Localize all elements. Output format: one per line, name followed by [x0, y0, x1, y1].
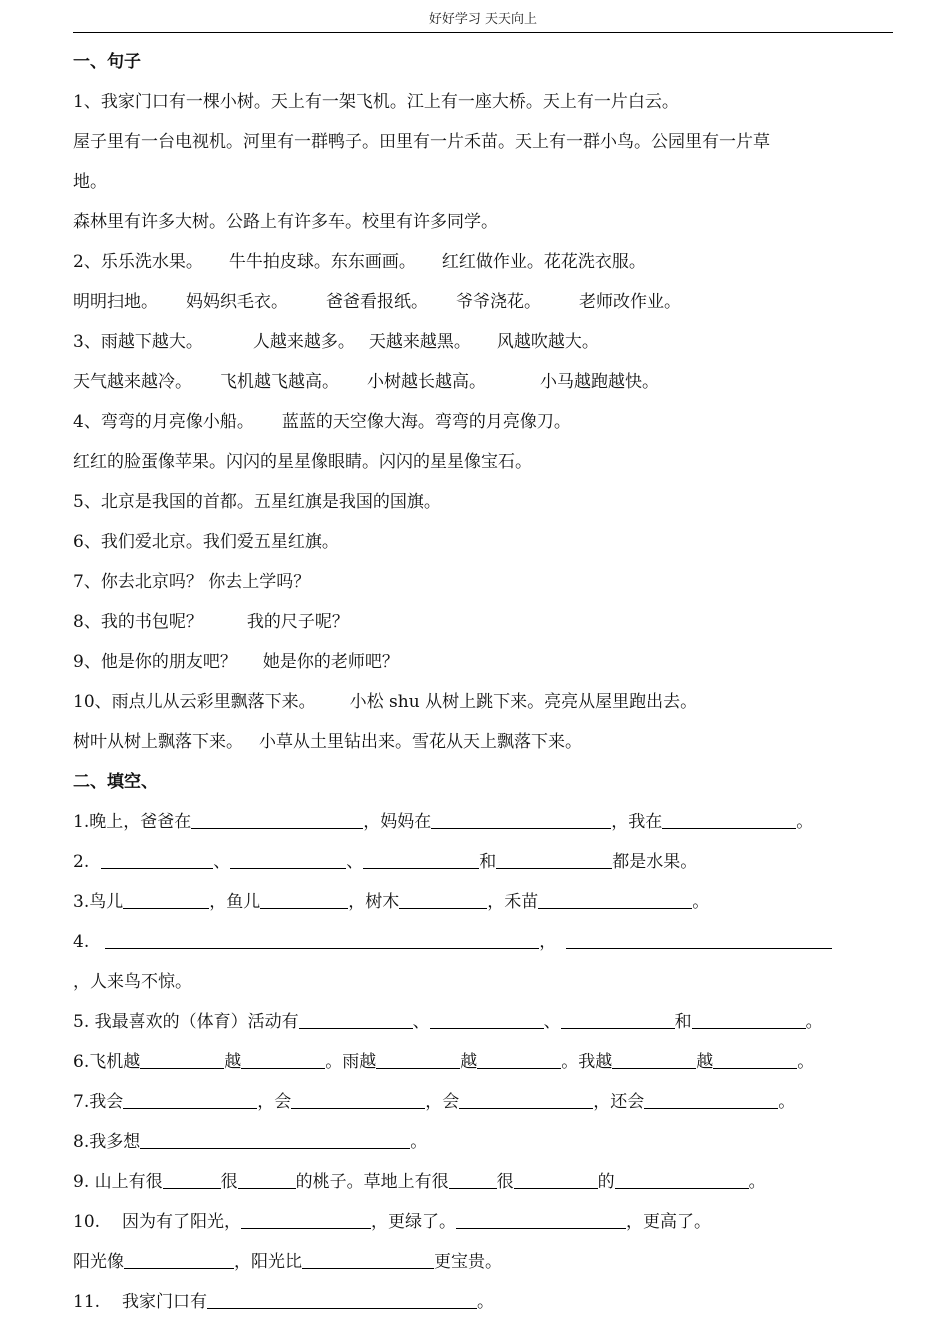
- sentence-text: 天越来越黑。: [368, 332, 471, 352]
- sentence-line: 森林里有许多大树。公路上有许多车。校里有许多同学。: [73, 212, 498, 232]
- answer-blank[interactable]: [238, 1170, 296, 1189]
- question-text: 9. 山上有很: [73, 1172, 163, 1192]
- section-heading-sentences: 一、句子: [73, 52, 141, 72]
- question-text: 11.: [73, 1292, 101, 1312]
- sentence-text: 树叶从树上飘落下来。: [73, 732, 243, 752]
- question-text: 、: [412, 1012, 430, 1032]
- sentence-line: 5、北京是我国的首都。五星红旗是我国的国旗。: [73, 492, 441, 512]
- answer-blank[interactable]: [260, 890, 348, 909]
- sentence-text: 4、弯弯的月亮像小船。: [73, 412, 254, 432]
- question-text: 越: [224, 1052, 242, 1072]
- sentence-text: 爷爷浇花。: [456, 292, 541, 312]
- question-text: 的桃子。草地上有很: [295, 1172, 449, 1192]
- question-text: 1.晚上，爸爸在: [73, 812, 192, 832]
- question-text: ，更高了。: [626, 1212, 712, 1232]
- sentence-line: [73, 368, 950, 408]
- question-text: 很: [220, 1172, 238, 1192]
- sentence-line: 地。: [73, 172, 107, 192]
- sentence-line: [73, 728, 950, 768]
- question-text: 、: [543, 1012, 561, 1032]
- sentence-text: 妈妈织毛衣。: [186, 292, 288, 312]
- fill-question: [73, 808, 950, 848]
- fill-question: [73, 928, 950, 968]
- fill-question: [73, 888, 950, 928]
- sentence-text: 8、我的书包呢？: [73, 612, 203, 632]
- answer-blank[interactable]: [449, 1170, 497, 1189]
- question-text: 。: [805, 1012, 823, 1032]
- question-text: 、: [213, 852, 231, 872]
- answer-blank[interactable]: [514, 1170, 598, 1189]
- question-text: 10.: [73, 1212, 101, 1232]
- question-text: 5. 我最喜欢的（体育）活动有: [73, 1012, 299, 1032]
- sentence-line: 屋子里有一台电视机。河里有一群鸭子。田里有一片禾苗。天上有一群小鸟。公园里有一片草: [73, 132, 770, 152]
- answer-blank[interactable]: [105, 930, 539, 949]
- answer-blank[interactable]: [163, 1170, 221, 1189]
- sentence-text: 小树越长越高。: [367, 372, 486, 392]
- question-text: ，: [539, 932, 557, 952]
- sentence-text: 风越吹越大。: [496, 332, 599, 352]
- question-text: ，阳光比: [234, 1252, 302, 1272]
- sentence-text: 人越来越多。: [252, 332, 355, 352]
- answer-blank[interactable]: [207, 1290, 477, 1309]
- question-text: ，还会: [593, 1092, 645, 1112]
- question-text: ，禾苗: [487, 892, 539, 912]
- question-text: ，更绿了。: [371, 1212, 457, 1232]
- fill-question: [73, 1168, 950, 1208]
- question-text: 我家门口有: [122, 1292, 208, 1312]
- question-text: 的: [597, 1172, 615, 1192]
- answer-blank[interactable]: [241, 1210, 371, 1229]
- fill-question: [73, 1208, 950, 1248]
- sentence-line: [73, 688, 950, 728]
- answer-blank[interactable]: [302, 1250, 434, 1269]
- answer-blank[interactable]: [644, 1090, 778, 1109]
- question-text: 都是水果。: [612, 852, 698, 872]
- fill-question: [73, 848, 950, 888]
- sentence-line: [73, 408, 950, 448]
- fill-question: [73, 1048, 950, 1088]
- question-text: 。: [797, 1052, 815, 1072]
- answer-blank[interactable]: [561, 1010, 675, 1029]
- question-text: 越: [696, 1052, 714, 1072]
- answer-blank[interactable]: [612, 1050, 696, 1069]
- question-text: 、: [346, 852, 364, 872]
- sentence-line: 6、我们爱北京。我们爱五星红旗。: [73, 532, 339, 552]
- question-text: 。: [477, 1292, 495, 1312]
- sentence-text: 小松 shu 从树上跳下来。亮亮从屋里跑出去。: [349, 692, 698, 712]
- sentence-text: 她是你的老师吧？: [262, 652, 399, 672]
- question-text: 。: [796, 812, 814, 832]
- answer-blank[interactable]: [230, 850, 346, 869]
- answer-blank[interactable]: [615, 1170, 749, 1189]
- sentence-text: 红红做作业。花花洗衣服。: [441, 252, 646, 272]
- answer-blank[interactable]: [124, 1250, 234, 1269]
- section-heading-fill-blanks: 二、填空、: [73, 772, 158, 792]
- question-text: 。: [748, 1172, 766, 1192]
- question-text: 和: [479, 852, 497, 872]
- question-text: 。雨越: [325, 1052, 377, 1072]
- header-title: 好好学习 天天向上: [428, 12, 538, 27]
- answer-blank[interactable]: [662, 810, 796, 829]
- answer-blank[interactable]: [692, 1010, 806, 1029]
- sentence-line: 7、你去北京吗？ 你去上学吗？: [73, 572, 311, 592]
- question-text: 阳光像: [73, 1252, 124, 1272]
- answer-blank[interactable]: [291, 1090, 425, 1109]
- question-text: 越: [460, 1052, 478, 1072]
- sentence-line: 红红的脸蛋像苹果。闪闪的星星像眼睛。闪闪的星星像宝石。: [73, 452, 532, 472]
- sentence-line: [73, 288, 950, 328]
- answer-blank[interactable]: [456, 1210, 626, 1229]
- fill-question: [73, 1008, 950, 1048]
- sentence-line: [73, 648, 950, 688]
- question-text: ，会: [425, 1092, 460, 1112]
- question-text: 4.: [73, 932, 90, 952]
- question-text: 很: [496, 1172, 514, 1192]
- worksheet-body: [73, 48, 950, 1328]
- sentence-line: [73, 608, 950, 648]
- answer-blank[interactable]: [399, 890, 487, 909]
- answer-blank[interactable]: [140, 1130, 410, 1149]
- question-text: 3.鸟儿: [73, 892, 124, 912]
- answer-blank[interactable]: [376, 1050, 460, 1069]
- sentence-line: [73, 248, 950, 288]
- sentence-text: 小草从土里钻出来。雪花从天上飘落下来。: [259, 732, 582, 752]
- question-text: 。: [692, 892, 710, 912]
- answer-blank[interactable]: [191, 810, 363, 829]
- fill-question: [73, 1088, 950, 1128]
- answer-blank[interactable]: [431, 810, 611, 829]
- answer-blank[interactable]: [713, 1050, 797, 1069]
- question-text: 更宝贵。: [434, 1252, 502, 1272]
- answer-blank[interactable]: [101, 850, 213, 869]
- question-text: ，会: [257, 1092, 292, 1112]
- question-text: ，妈妈在: [363, 812, 432, 832]
- fill-question: [73, 1128, 950, 1168]
- answer-blank[interactable]: [123, 1090, 257, 1109]
- sentence-text: 老师改作业。: [579, 292, 681, 312]
- question-text: 。我越: [561, 1052, 613, 1072]
- question-text: 2.: [73, 852, 90, 872]
- sentence-text: 蓝蓝的天空像大海。弯弯的月亮像刀。: [281, 412, 571, 432]
- sentence-text: 飞机越飞越高。: [220, 372, 339, 392]
- question-text: 7.我会: [73, 1092, 124, 1112]
- question-text: 8.我多想: [73, 1132, 141, 1152]
- sentence-text: 10、雨点儿从云彩里飘落下来。: [73, 692, 316, 712]
- question-text: 和: [674, 1012, 692, 1032]
- sentence-text: 我的尺子呢？: [246, 612, 349, 632]
- sentence-text: 牛牛拍皮球。东东画画。: [228, 252, 416, 272]
- answer-blank[interactable]: [140, 1050, 224, 1069]
- sentence-line: 1、我家门口有一棵小树。天上有一架飞机。江上有一座大桥。天上有一片白云。: [73, 92, 679, 112]
- sentence-text: 2、乐乐洗水果。: [73, 252, 203, 272]
- answer-blank[interactable]: [430, 1010, 544, 1029]
- question-text: 。: [410, 1132, 428, 1152]
- answer-blank[interactable]: [496, 850, 612, 869]
- answer-blank[interactable]: [538, 890, 692, 909]
- question-text: ，我在: [611, 812, 663, 832]
- answer-blank[interactable]: [459, 1090, 593, 1109]
- sentence-text: 3、雨越下越大。: [73, 332, 203, 352]
- answer-blank[interactable]: [299, 1010, 413, 1029]
- sentence-text: 9、他是你的朋友吧？: [73, 652, 237, 672]
- answer-blank[interactable]: [123, 890, 209, 909]
- answer-blank[interactable]: [477, 1050, 561, 1069]
- sentence-text: 小马越跑越快。: [540, 372, 659, 392]
- fill-question: [73, 1288, 950, 1328]
- question-text: 因为有了阳光，: [122, 1212, 242, 1232]
- answer-blank[interactable]: [363, 850, 479, 869]
- answer-blank[interactable]: [241, 1050, 325, 1069]
- fill-question: [73, 1248, 950, 1288]
- sentence-text: 爸爸看报纸。: [326, 292, 428, 312]
- page-header: [73, 8, 893, 33]
- sentence-text: 天气越来越冷。: [73, 372, 192, 392]
- sentence-text: 明明扫地。: [73, 292, 158, 312]
- fill-question-continued: ，人来鸟不惊。: [73, 972, 192, 992]
- question-text: ，树木: [348, 892, 400, 912]
- question-text: 。: [778, 1092, 796, 1112]
- sentence-line: [73, 328, 950, 368]
- question-text: 6.飞机越: [73, 1052, 141, 1072]
- answer-blank[interactable]: [566, 930, 832, 949]
- question-text: ，鱼儿: [209, 892, 261, 912]
